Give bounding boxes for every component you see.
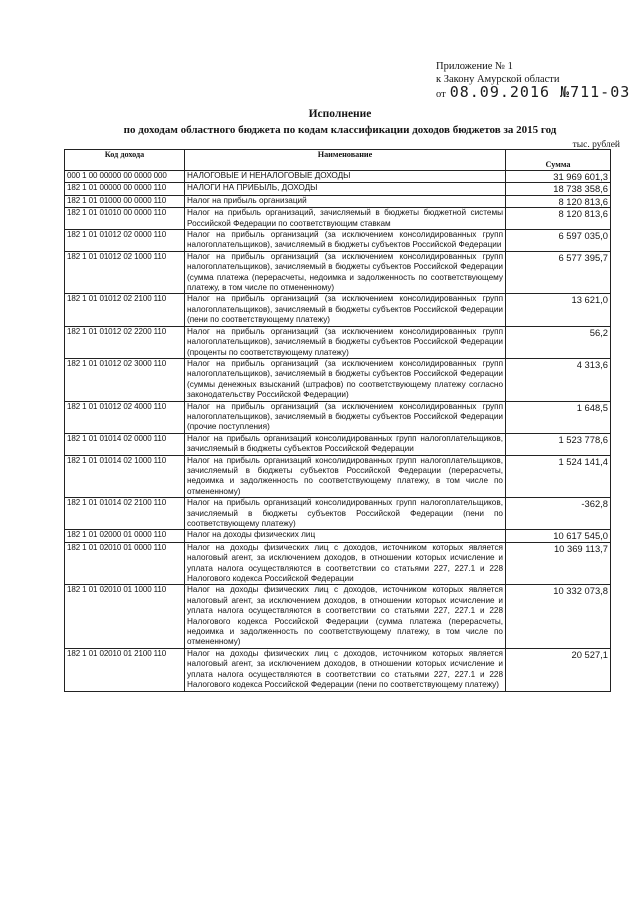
table-row (65, 251, 611, 294)
table-row (65, 498, 611, 530)
table-row (65, 358, 611, 401)
income-sum-cell-text: 6 597 035,0 (558, 230, 608, 242)
income-sum-cell (506, 433, 611, 455)
appendix-date-line (436, 83, 636, 101)
income-name-cell-text: Налог на доходы физических лиц с доходов, источником которых является налоговый агент, за исключением доходов, в отношении которых исчисление и уплата налога осуществляются в соответствии со статьями 227, 227.1 и 228 Налогового кодекса Российской Федерации (сумма платежа (перерасчеты, недоимка и задолженность по соответствующему платежу, в том числе по отмененному) (187, 585, 503, 647)
income-name-cell-text: Налог на доходы физических лиц с доходов, источником которых является налоговый агент, за исключением доходов, в отношении которых исчисление и уплата налога осуществляются в соответствии со статьями 227, 227.1 и 228 Налогового кодекса Российской Федерации (187, 542, 503, 584)
income-code-cell (65, 433, 185, 455)
handwritten-date-number: 08.09.2016 №711-03 (449, 83, 631, 101)
table-row (65, 208, 611, 230)
income-code-cell (65, 171, 185, 183)
table-row (65, 433, 611, 455)
income-name-cell (185, 195, 506, 207)
income-name-cell (185, 208, 506, 230)
income-code-cell (65, 498, 185, 530)
income-sum-cell (506, 230, 611, 252)
income-code-cell-text: 182 1 01 01014 02 1000 110 (67, 455, 167, 465)
income-sum-cell-text: 10 332 073,8 (553, 585, 608, 597)
income-code-cell (65, 183, 185, 195)
income-sum-cell (506, 530, 611, 542)
income-name-cell-text: Налог на прибыль организаций (за исключением консолидированных групп налогоплательщиков), зачисляемый в бюджеты субъектов Российской Федерации (проценты по соответствующему платежу) (187, 326, 503, 357)
income-name-cell-text: Налог на прибыль организаций (187, 195, 307, 205)
income-sum-cell-text: 13 621,0 (571, 294, 608, 306)
document-subtitle: по доходам областного бюджета по кодам классификации доходов бюджетов за 2015 год (123, 124, 557, 136)
table-row (65, 230, 611, 252)
income-sum-cell-text: 1 523 778,6 (558, 433, 608, 445)
income-name-cell (185, 230, 506, 252)
table-row (65, 195, 611, 207)
income-name-cell-text: Налог на прибыль организаций (за исключением консолидированных групп налогоплательщиков), зачисляемый в бюджеты субъектов Российской Федерации (пени по соответствующему платежу) (187, 294, 503, 325)
income-name-cell-text: Налог на доходы физических лиц с доходов, источником которых является налоговый агент, за исключением доходов, в отношении которых исчисление и уплата налога осуществляются в соответствии со статьями 227, 227.1 и 228 Налогового кодекса Российской Федерации (пени по соответствующему платежу) (187, 648, 503, 690)
income-code-cell-text: 182 1 01 02010 01 0000 110 (67, 542, 167, 552)
income-sum-cell (506, 208, 611, 230)
income-code-cell (65, 251, 185, 294)
table-row (65, 648, 611, 691)
income-name-cell (185, 433, 506, 455)
income-code-cell-text: 182 1 01 01014 02 2100 110 (67, 498, 167, 508)
income-code-cell (65, 208, 185, 230)
income-sum-cell-text: 8 120 813,6 (558, 208, 608, 220)
income-code-cell-text: 182 1 01 01012 02 4000 110 (67, 401, 167, 411)
revenue-table (64, 149, 611, 692)
income-name-cell (185, 648, 506, 691)
income-name-cell-text: Налог на прибыль организаций (за исключением консолидированных групп налогоплательщиков), зачисляемый в бюджеты субъектов Российской Федерации (прочие поступления) (187, 401, 503, 432)
income-sum-cell (506, 294, 611, 326)
income-name-cell (185, 183, 506, 195)
income-code-cell (65, 530, 185, 542)
income-code-cell (65, 195, 185, 207)
income-name-cell-text: Налог на прибыль организаций консолидированных групп налогоплательщиков, зачисляемый в бюджеты субъектов Российской Федерации (187, 433, 503, 454)
income-name-cell (185, 542, 506, 585)
income-sum-cell (506, 648, 611, 691)
income-code-cell (65, 294, 185, 326)
income-name-cell (185, 530, 506, 542)
table-row (65, 585, 611, 648)
income-code-cell-text: 182 1 01 01010 00 0000 110 (67, 208, 167, 218)
income-sum-cell-text: -362,8 (581, 498, 608, 510)
income-code-cell (65, 358, 185, 401)
income-sum-cell-text: 10 617 545,0 (553, 530, 608, 542)
appendix-law: к Закону Амурской области (436, 74, 560, 85)
income-code-cell-text: 182 1 01 01012 02 3000 110 (67, 358, 167, 368)
income-sum-cell-text: 18 738 358,6 (553, 183, 608, 195)
income-name-cell (185, 455, 506, 498)
income-sum-cell-text: 1 524 141,4 (558, 455, 608, 467)
income-name-cell-text: НАЛОГИ НА ПРИБЫЛЬ, ДОХОДЫ (187, 183, 318, 193)
table-row (65, 294, 611, 326)
income-name-cell (185, 171, 506, 183)
income-code-cell-text: 182 1 01 00000 00 0000 110 (67, 183, 167, 193)
income-name-cell (185, 251, 506, 294)
income-code-cell-text: 182 1 01 01012 02 2100 110 (67, 294, 167, 304)
column-header-sum: Сумма (506, 150, 611, 171)
income-name-cell-text: Налог на прибыль организаций, зачисляемый в бюджеты бюджетной системы Российской Федерации по соответствующим ставкам (187, 208, 503, 228)
table-row (65, 455, 611, 498)
income-sum-cell-text: 6 577 395,7 (558, 251, 608, 263)
income-sum-cell (506, 498, 611, 530)
table-row (65, 326, 611, 358)
income-name-cell (185, 358, 506, 401)
table-row (65, 530, 611, 542)
column-header-code: Код дохода (65, 150, 185, 171)
table-body (65, 171, 611, 692)
income-code-cell (65, 326, 185, 358)
income-name-cell (185, 585, 506, 648)
income-sum-cell (506, 251, 611, 294)
income-name-cell-text: Налог на прибыль организаций (за исключением консолидированных групп налогоплательщиков), зачисляемый в бюджеты субъектов Российской Федерации (суммы денежных взысканий (штрафов) по соответствующему платежу согласно законодательству Российской Федерации) (187, 358, 503, 400)
table-row (65, 171, 611, 183)
income-sum-cell (506, 542, 611, 585)
income-code-cell-text: 182 1 01 01012 02 1000 110 (67, 251, 167, 261)
income-sum-cell-text: 20 527,1 (571, 648, 608, 660)
income-code-cell (65, 230, 185, 252)
table-row (65, 542, 611, 585)
income-sum-cell-text: 31 969 601,3 (553, 171, 608, 182)
income-sum-cell (506, 326, 611, 358)
income-sum-cell (506, 401, 611, 433)
income-name-cell-text: Налог на доходы физических лиц (187, 530, 316, 540)
income-code-cell-text: 182 1 01 02010 01 1000 110 (67, 585, 167, 595)
income-sum-cell-text: 8 120 813,6 (558, 195, 608, 207)
income-sum-cell-text: 1 648,5 (576, 401, 608, 413)
column-header-name: Наименование (185, 150, 506, 171)
income-code-cell-text: 182 1 01 01012 02 0000 110 (67, 230, 167, 240)
income-sum-cell (506, 455, 611, 498)
income-code-cell-text: 182 1 01 02000 01 0000 110 (67, 530, 167, 540)
income-name-cell (185, 498, 506, 530)
income-name-cell-text: Налог на прибыль организаций консолидированных групп налогоплательщиков, зачисляемый в бюджеты субъектов Российской Федерации (перерасчеты, недоимка и задолженность по соответствующему платежу, в том числе по отмененному) (187, 455, 503, 496)
income-sum-cell (506, 358, 611, 401)
income-name-cell-text: Налог на прибыль организаций (за исключением консолидированных групп налогоплательщиков), зачисляемый в бюджеты субъектов Российской Федерации (187, 230, 503, 250)
income-code-cell-text: 182 1 01 02010 01 2100 110 (67, 648, 167, 658)
table-header-row (65, 150, 611, 171)
income-code-cell-text: 182 1 01 01012 02 2200 110 (67, 326, 167, 336)
units-label: тыс. рублей (572, 140, 620, 150)
income-name-cell (185, 326, 506, 358)
income-name-cell (185, 401, 506, 433)
income-code-cell-text: 182 1 01 01000 00 0000 110 (67, 195, 167, 205)
income-sum-cell-text: 10 369 113,7 (553, 542, 608, 554)
income-code-cell (65, 455, 185, 498)
table-row (65, 401, 611, 433)
table-row (65, 183, 611, 195)
income-name-cell-text: Налог на прибыль организаций консолидированных групп налогоплательщиков, зачисляемый в бюджеты субъектов Российской Федерации (пени по соответствующему платежу) (187, 498, 503, 528)
income-code-cell (65, 401, 185, 433)
document-title: Исполнение (308, 108, 372, 120)
income-sum-cell (506, 171, 611, 183)
income-code-cell-text: 182 1 01 01014 02 0000 110 (67, 433, 167, 443)
date-prefix: от (436, 89, 446, 100)
income-sum-cell (506, 183, 611, 195)
income-sum-cell-text: 56,2 (589, 326, 608, 338)
appendix-block (436, 60, 636, 101)
income-code-cell-text: 000 1 00 00000 00 0000 000 (67, 171, 167, 180)
appendix-number: Приложение № 1 (436, 61, 513, 72)
income-sum-cell (506, 585, 611, 648)
income-sum-cell-text: 4 313,6 (576, 358, 608, 370)
income-name-cell (185, 294, 506, 326)
income-code-cell (65, 648, 185, 691)
income-name-cell-text: Налог на прибыль организаций (за исключением консолидированных групп налогоплательщиков), зачисляемый в бюджеты субъектов Российской Федерации (сумма платежа (перерасчеты, недоимка и задолженность по соответствующему платежу, в том числе по отмененному) (187, 251, 503, 293)
income-name-cell-text: НАЛОГОВЫЕ И НЕНАЛОГОВЫЕ ДОХОДЫ (187, 171, 351, 180)
income-code-cell (65, 585, 185, 648)
income-code-cell (65, 542, 185, 585)
income-sum-cell (506, 195, 611, 207)
